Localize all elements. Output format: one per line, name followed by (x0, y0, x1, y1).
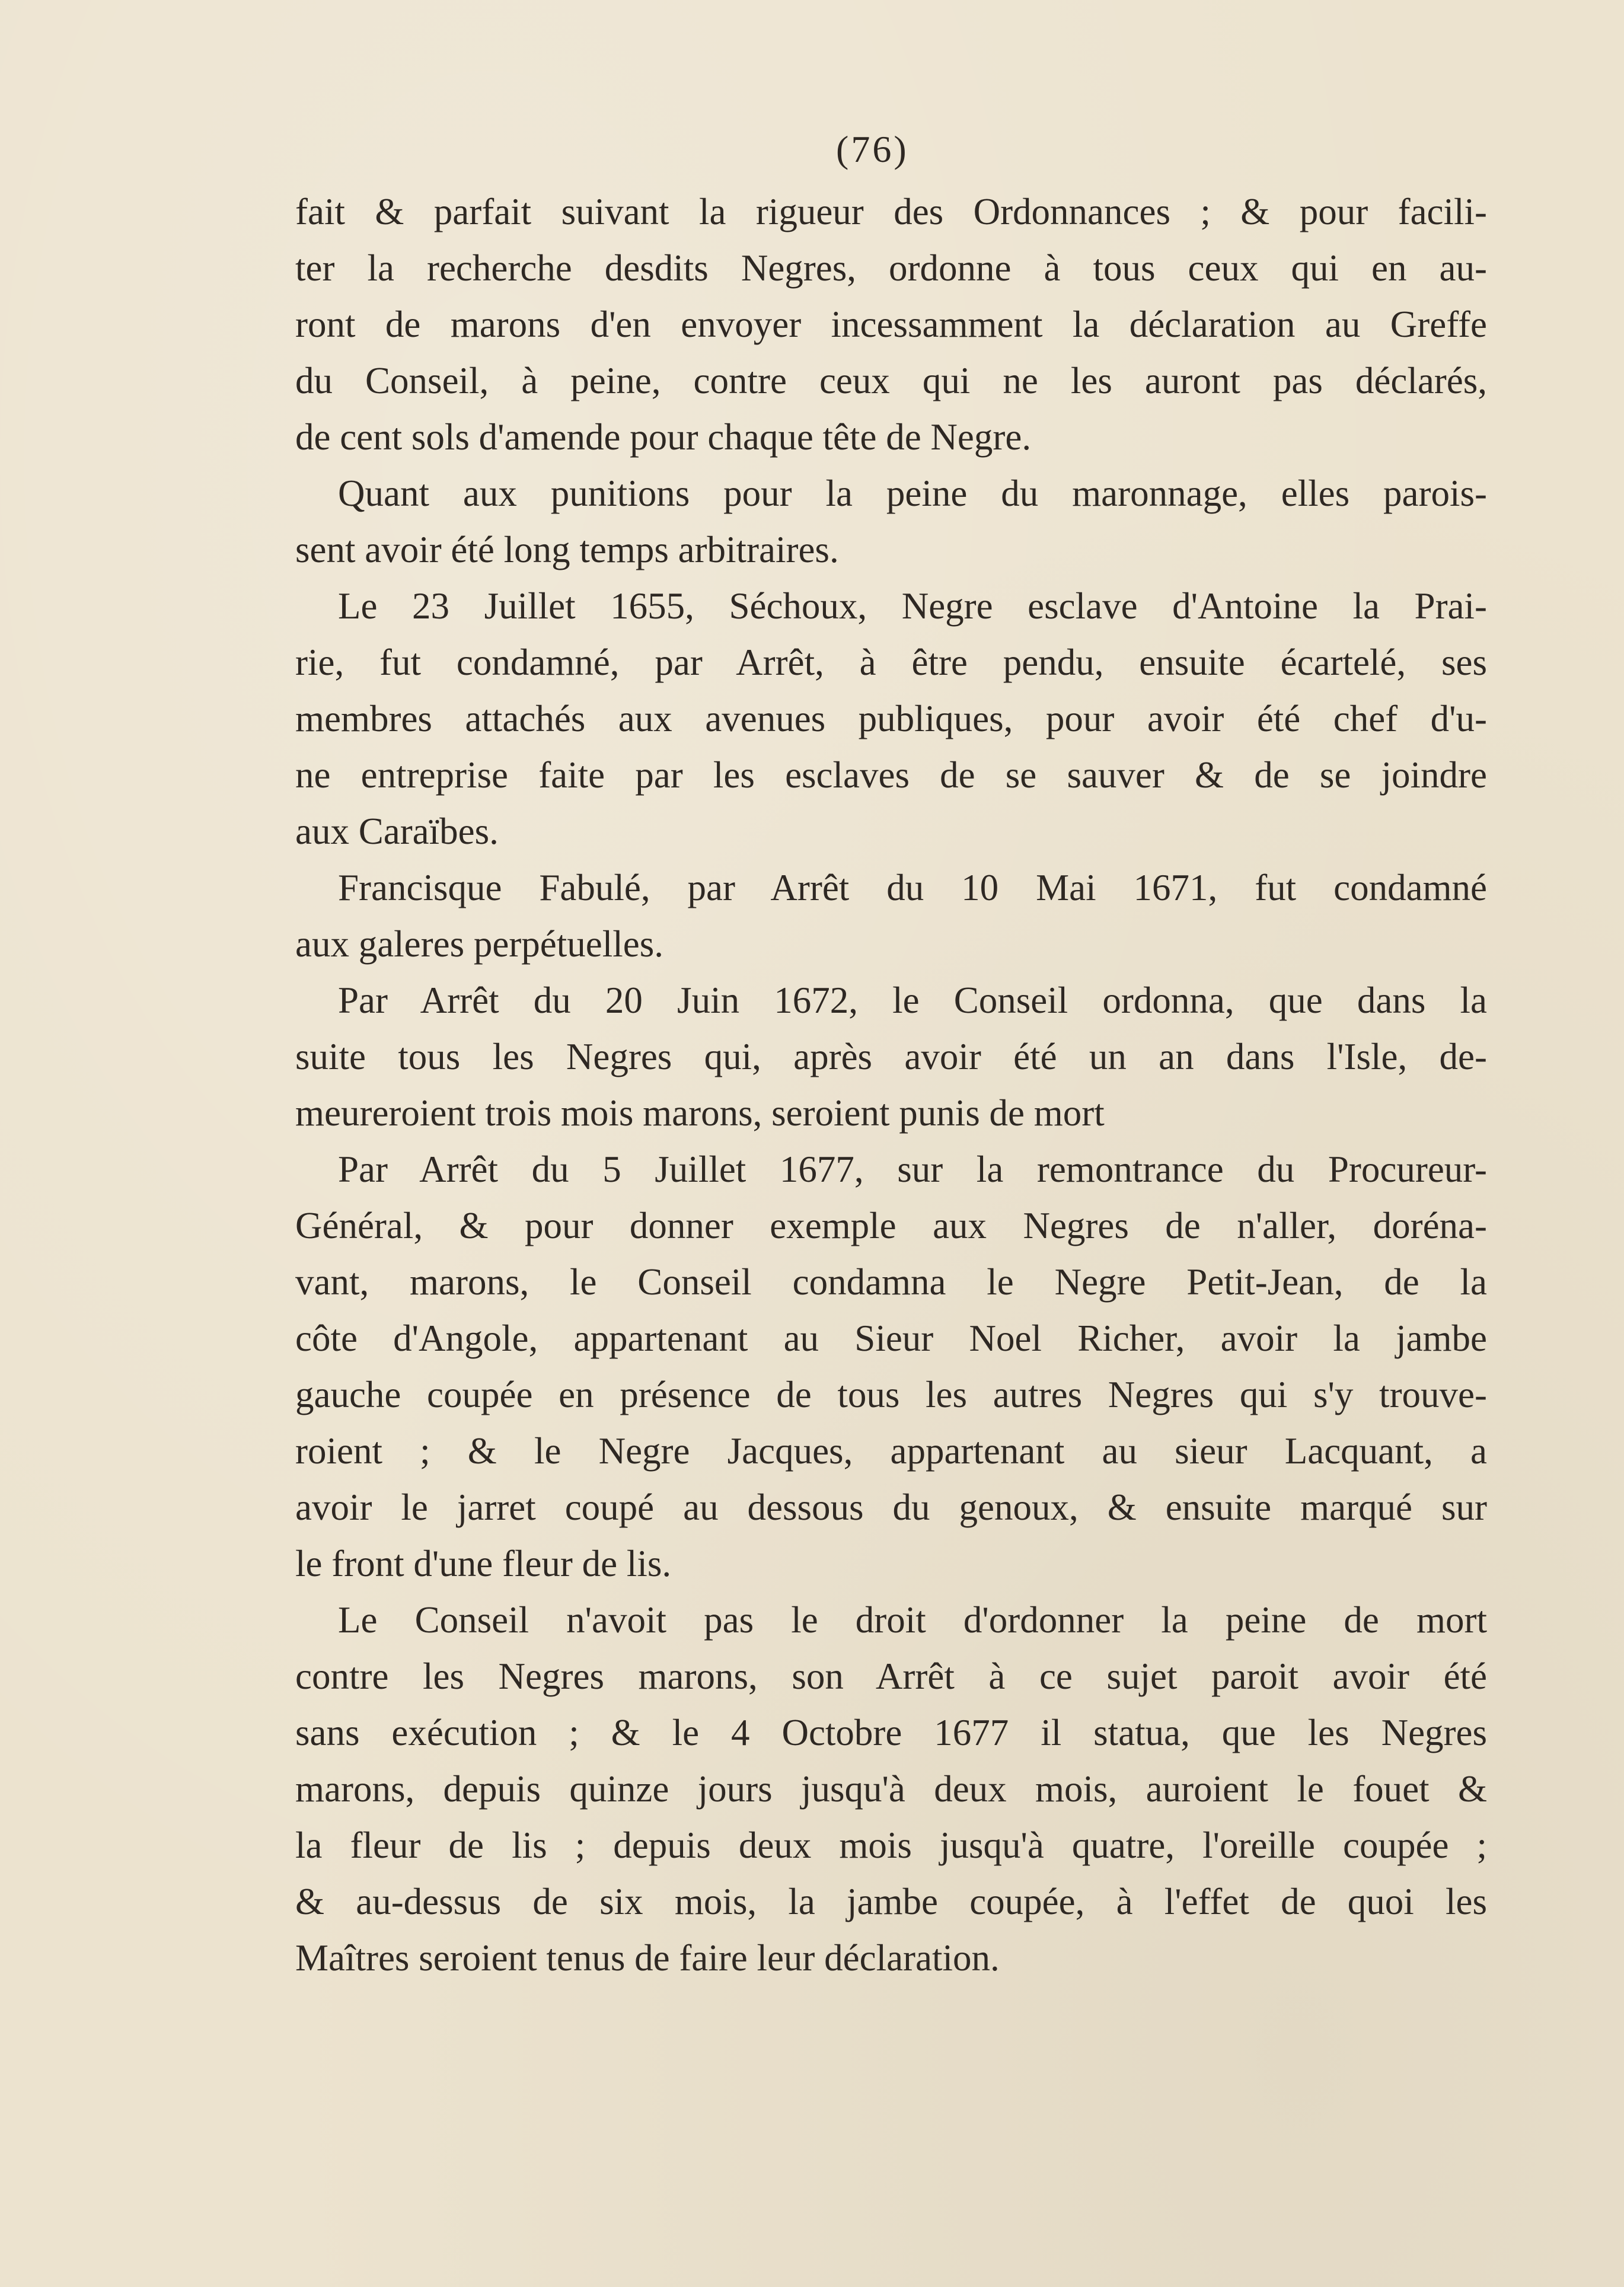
text-line: côte d'Angole, appartenant au Sieur Noel Richer, avoir la jambe (295, 1318, 1487, 1359)
text-line: Quant aux punitions pour la peine du maronnage, elles parois- (338, 473, 1487, 514)
text-line: sans exécution ; & le 4 Octobre 1677 il statua, que les Negres (295, 1712, 1487, 1753)
text-line: le front d'une fleur de lis. (295, 1543, 672, 1584)
text-line: Par Arrêt du 20 Juin 1672, le Conseil ordonna, que dans la (338, 980, 1487, 1021)
text-line: vant, marons, le Conseil condamna le Negre Petit-Jean, de la (295, 1261, 1487, 1303)
paragraph (295, 1141, 1487, 1592)
text-line: ter la recherche desdits Negres, ordonne à tous ceux qui en au- (295, 247, 1487, 289)
text-line: contre les Negres marons, son Arrêt à ce sujet paroit avoir été (295, 1656, 1487, 1697)
text-line: de cent sols d'amende pour chaque tête de Negre. (295, 416, 1032, 458)
paragraph (295, 184, 1487, 465)
text-line: rie, fut condamné, par Arrêt, à être pendu, ensuite écartelé, ses (295, 642, 1487, 683)
text-line: sent avoir été long temps arbitraires. (295, 529, 839, 570)
text-line: Le 23 Juillet 1655, Séchoux, Negre esclave d'Antoine la Prai- (338, 585, 1487, 627)
paragraph (295, 972, 1487, 1141)
text-line: fait & parfait suivant la rigueur des Ordonnances ; & pour facili- (295, 191, 1487, 232)
text-line: du Conseil, à peine, contre ceux qui ne les auront pas déclarés, (295, 360, 1487, 401)
text-line: Maîtres seroient tenus de faire leur déclaration. (295, 1937, 1000, 1979)
text-line: membres attachés aux avenues publiques, pour avoir été chef d'u- (295, 698, 1487, 739)
text-line: aux Caraïbes. (295, 811, 499, 852)
page-number: (76) (836, 128, 909, 170)
text-line: aux galeres perpétuelles. (295, 923, 663, 965)
text-line: gauche coupée en présence de tous les autres Negres qui s'y trouve- (295, 1374, 1487, 1415)
paragraph (295, 465, 1487, 578)
text-line: Francisque Fabulé, par Arrêt du 10 Mai 1671, fut condamné (338, 867, 1487, 908)
text-line: suite tous les Negres qui, après avoir été un an dans l'Isle, de- (295, 1036, 1487, 1077)
text-line: avoir le jarret coupé au dessous du genoux, & ensuite marqué sur (295, 1487, 1487, 1528)
text-line: ront de marons d'en envoyer incessamment la déclaration au Greffe (295, 304, 1487, 345)
text-line: & au-dessus de six mois, la jambe coupée, à l'effet de quoi les (295, 1881, 1487, 1922)
text-line: Le Conseil n'avoit pas le droit d'ordonner la peine de mort (338, 1599, 1487, 1641)
text-line: Par Arrêt du 5 Juillet 1677, sur la remontrance du Procureur- (338, 1149, 1487, 1190)
text-line: ne entreprise faite par les esclaves de se sauver & de se joindre (295, 754, 1487, 796)
paragraph (295, 1592, 1487, 1986)
paragraph (295, 578, 1487, 860)
text-line: meureroient trois mois marons, seroient punis de mort (295, 1092, 1105, 1134)
text-body (295, 184, 1487, 1986)
text-line: Général, & pour donner exemple aux Negres de n'aller, doréna- (295, 1205, 1487, 1246)
text-line: la fleur de lis ; depuis deux mois jusqu'à quatre, l'oreille coupée ; (295, 1825, 1487, 1866)
text-line: marons, depuis quinze jours jusqu'à deux mois, auroient le fouet & (295, 1768, 1487, 1810)
text-line: roient ; & le Negre Jacques, appartenant au sieur Lacquant, a (295, 1430, 1487, 1472)
paragraph (295, 860, 1487, 972)
